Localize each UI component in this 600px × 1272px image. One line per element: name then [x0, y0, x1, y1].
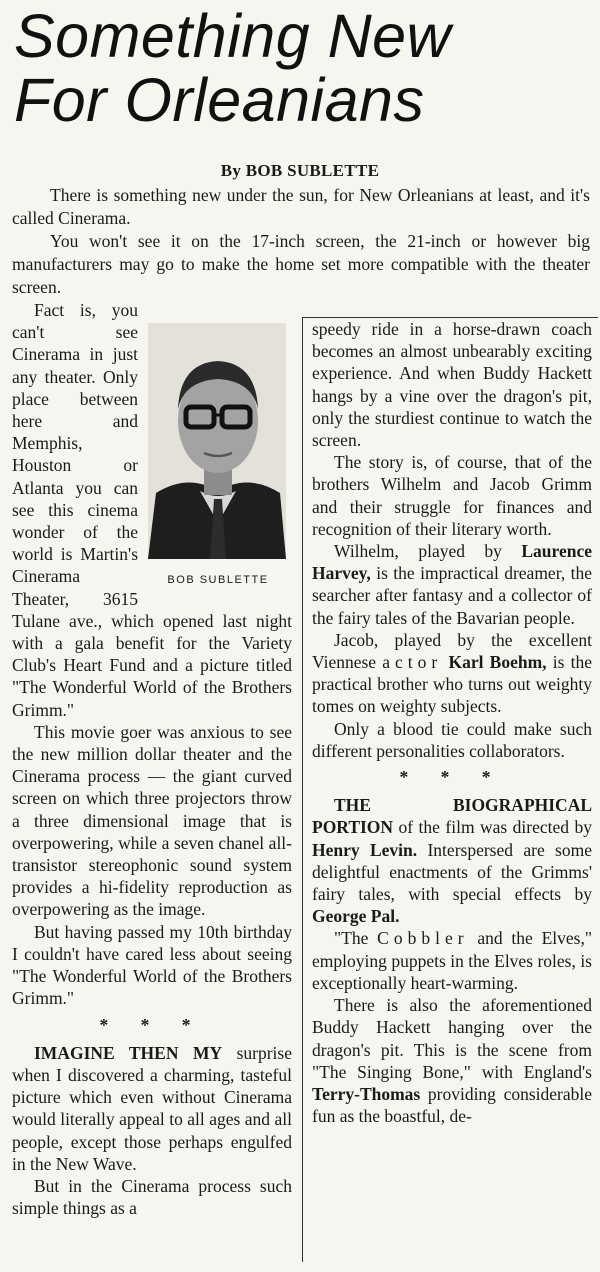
actor-name-boehm: Karl Boehm,: [442, 652, 547, 673]
left-paragraph-3: But having passed my 10th birthday I couldn't have cared less about seeing "The Wonderful World of the Brothers Grimm.": [12, 921, 292, 1009]
right-paragraph-6-b: Interspersed are some delightful enactments of the Grimms' fairy tales, with special effects by: [312, 839, 592, 905]
right-paragraph-6-a: of the film was directed by: [393, 817, 592, 838]
section-break-stars: * * *: [99, 1014, 205, 1035]
subhead-lead: IMAGINE THEN MY: [34, 1042, 223, 1063]
headline-line-2: For Orleanians: [14, 66, 425, 134]
left-paragraph-1: Fact is, you can't see Cinerama in just any theater. Only place between here and Memphis, Houston or Atlanta you can see this cinema wonder of the world is Martin's Cinerama Theater, 3615 Tulane ave., which opened last night with a gala benefit for the Variety Club's Heart Fund and a picture titled "The Wonderful World of the Brothers Grimm.": [12, 300, 292, 720]
right-paragraph-8: [312, 994, 592, 1127]
left-paragraph-4: [12, 1042, 292, 1175]
right-paragraph-1: speedy ride in a horse-drawn coach becomes an almost unbearably exciting experience. And when Buddy Hackett hangs by a vine over the dragon's pit, only the sturdiest continue to watch the screen.: [312, 319, 592, 451]
right-paragraph-6: [312, 794, 592, 927]
right-paragraph-7-b: and the Elves," employing puppets in the Elves roles, is exceptionally heart-warming.: [312, 928, 592, 993]
right-paragraph-3-a: Wilhelm, played by: [334, 541, 522, 562]
right-paragraph-3: [312, 540, 592, 629]
author-photo: [144, 323, 292, 595]
spaced-word-actor: actor: [382, 652, 443, 673]
right-paragraph-8-a: There is also the aforementioned Buddy Hackett hanging over the dragon's pit. This is the scene from "The Singing Bone," with England's: [312, 995, 592, 1082]
intro-text: [12, 184, 590, 299]
right-column: [312, 318, 592, 1127]
right-paragraph-2: The story is, of course, that of the brothers Wilhelm and Jacob Grimm and their struggle for finances and recognition of their literary worth.: [312, 452, 592, 539]
director-name: Henry Levin.: [312, 839, 418, 860]
effects-name: George Pal.: [312, 906, 400, 927]
column-rule-vertical: [302, 318, 303, 1262]
section-break-stars-right: * * *: [399, 767, 505, 788]
spaced-word-cobbler: Cobbler: [377, 928, 469, 949]
left-paragraph-2: This movie goer was anxious to see the new million dollar theater and the Cinerama process — the giant curved screen on which three projectors throw a three dimensional image that is overpowering, while a seven chanel all-transistor stereophonic sound system provides a hi-fidelity reproduction as overpowering as the image.: [12, 721, 292, 920]
actor-name-terry-thomas: Terry-Thomas: [312, 1083, 421, 1104]
author-portrait-image: [148, 323, 286, 559]
intro-paragraph-1: There is something new under the sun, for New Orleanians at least, and it's called Cinerama.: [12, 185, 590, 228]
headline: [14, 4, 594, 132]
subhead-lead-right: THE BIOGRAPHICAL PORTION: [312, 795, 592, 838]
intro-paragraph-2: You won't see it on the 17-inch screen, the 21-inch or however big manufacturers may go to make the home set more compatible with the theater screen.: [12, 231, 590, 297]
right-paragraph-4-b: is the practical brother who turns out weighty tomes on weighty subjects.: [312, 652, 592, 717]
right-paragraph-7-a: "The: [334, 928, 378, 949]
byline: By BOB SUBLETTE: [220, 161, 380, 180]
right-paragraph-5: Only a blood tie could make such different personalities collaborators.: [312, 718, 592, 761]
left-column: [12, 299, 292, 1219]
right-paragraph-7: [312, 927, 592, 994]
photo-caption: BOB SUBLETTE: [167, 573, 269, 586]
right-paragraph-8-b: providing considerable fun as the boastful, de-: [312, 1083, 592, 1127]
actor-name-harvey: Laurence Harvey,: [312, 541, 592, 584]
right-paragraph-3-b: is the impractical dreamer, the searcher after fantasy and a collector of the fairy tales of the Bavarian people.: [312, 563, 592, 628]
headline-line-1: Something New: [14, 2, 452, 70]
left-paragraph-4-rest: surprise when I discovered a charming, tasteful picture which even without Cinerama would literally appeal to all ages and all people, except those perhaps engulfed in the New Wave.: [12, 1042, 292, 1174]
right-paragraph-4: [312, 629, 592, 718]
left-paragraph-5: But in the Cinerama process such simple things as a: [12, 1175, 292, 1219]
right-paragraph-4-a: Jacob, played by the excellent Viennese: [312, 629, 592, 673]
